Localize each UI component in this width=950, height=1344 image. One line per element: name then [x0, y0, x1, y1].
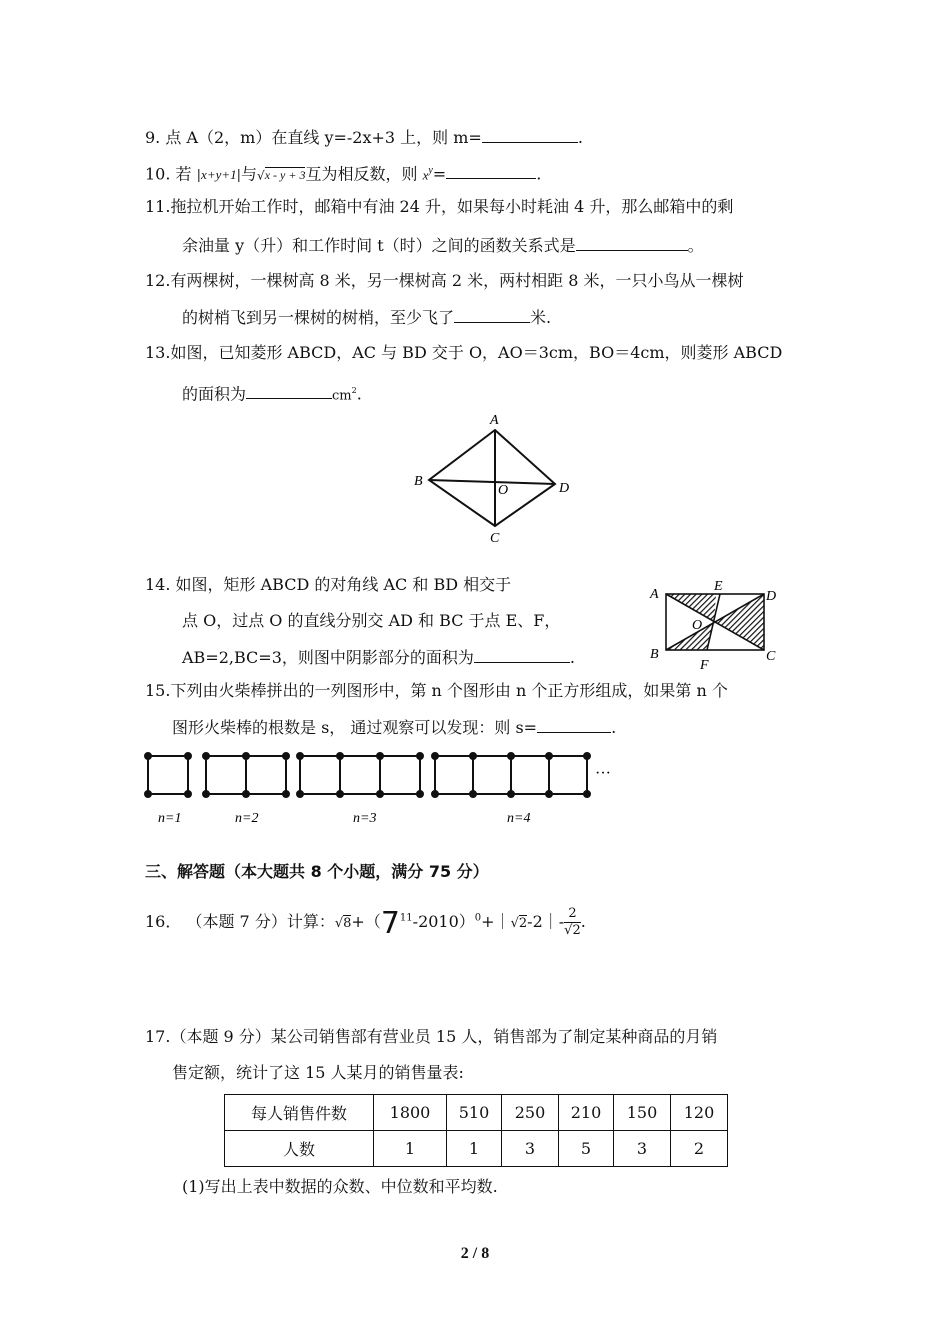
table-row [225, 1131, 728, 1167]
q16-frac-den-wrap: √2 [564, 923, 581, 938]
rect-label-e: E [714, 579, 723, 594]
q10-number: 10. [145, 164, 171, 184]
table-cell: 150 [614, 1095, 671, 1131]
q12-answer-blank[interactable] [454, 306, 530, 323]
matchstick-label-n3: n=3 [353, 811, 377, 826]
q16-fraction [564, 906, 581, 939]
q10-sqrt-expr: √x - y + 3 [257, 168, 306, 183]
q16-text: （本题 7 分）计算： [186, 912, 335, 931]
question-14-line3 [182, 646, 575, 669]
matchstick-joint [377, 753, 383, 759]
q10-power-exp: y [428, 165, 433, 176]
q14-end: . [569, 648, 575, 667]
rhombus-label-d: D [559, 481, 570, 496]
q14-line3-text: AB=2,BC=3，则图中阴影部分的面积为 [182, 648, 474, 667]
q16-plus1: +（ [351, 912, 381, 931]
q16-end: . [580, 912, 586, 931]
matchstick-joint [470, 791, 476, 797]
rect-label-c: C [766, 649, 776, 664]
matchstick-joint [337, 791, 343, 797]
rect-label-f: F [700, 658, 709, 673]
q16-minus2010: -2010） [412, 912, 475, 931]
q16-zero-exp: 0 [474, 912, 482, 924]
question-11-line2 [182, 234, 704, 257]
table-cell: 3 [502, 1131, 559, 1167]
question-15-line1: 15.下列由火柴棒拼出的一列图形中，第 n 个图形由 n 个正方形组成，如果第 n 个 [145, 681, 728, 700]
question-17-line2: 售定额，统计了这 15 人某月的销售量表: [172, 1063, 464, 1082]
question-15-line2 [172, 716, 616, 739]
table-cell: 3 [614, 1131, 671, 1167]
q10-sqrt-text: x - y + 3 [264, 168, 306, 183]
q16-minus2: -2｜- [527, 912, 565, 931]
question-9 [145, 126, 583, 149]
q10-answer-blank[interactable] [446, 162, 536, 179]
q16-sqrt8-text: 8 [343, 916, 352, 931]
matchstick-joint [508, 753, 514, 759]
matchstick-joint [185, 791, 191, 797]
section-3-heading: 三、解答题（本大题共 8 个小题，满分 75 分） [145, 862, 489, 881]
question-17-line1: 17.（本题 9 分）某公司销售部有营业员 15 人，销售部为了制定某种商品的月销 [145, 1027, 718, 1046]
q13-unit-exp: 2 [351, 386, 357, 395]
matchstick-joint [584, 791, 590, 797]
matchstick-label-n2: n=2 [235, 811, 259, 826]
q10-mid: 与 [241, 164, 258, 184]
table-cell: 5 [559, 1131, 614, 1167]
q12-line2-text: 的树梢飞到另一棵树的树梢，至少飞了 [182, 308, 455, 327]
question-12-line2 [182, 306, 551, 329]
matchstick-label-n4: n=4 [507, 811, 531, 826]
q15-line2-text: 图形火柴棒的根数是 s， 通过观察可以发现：则 s= [172, 718, 538, 737]
question-14-line1: 14. 如图，矩形 ABCD 的对角线 AC 和 BD 相交于 [145, 575, 512, 594]
q10-eq: = [432, 164, 447, 184]
q16-number: 16． [145, 912, 182, 931]
table-cell: 210 [559, 1095, 614, 1131]
rhombus-figure [405, 410, 585, 550]
q14-answer-blank[interactable] [474, 646, 570, 663]
question-11-line1: 11.拖拉机开始工作时，邮箱中有油 24 升，如果每小时耗油 4 升，那么邮箱中的剩 [145, 197, 734, 216]
rectangle-figure [640, 576, 790, 676]
q11-answer-blank[interactable] [576, 234, 688, 251]
matchstick-joint [203, 791, 209, 797]
matchstick-joint [417, 753, 423, 759]
q10-abs-text: x+y+1 [201, 167, 237, 183]
q10-pre: 若 [175, 164, 192, 184]
matchstick-joint [185, 753, 191, 759]
question-13-line1: 13.如图，已知菱形 ABCD，AC 与 BD 交于 O，AO＝3cm，BO＝4cm，则菱形 ABCD [145, 343, 783, 362]
question-13-line2 [182, 380, 362, 407]
matchstick-joint [203, 753, 209, 759]
q11-end: 。 [687, 236, 704, 255]
q16-sqrt2: √2 [510, 916, 528, 931]
q10-abs-expr: |x+y+1| [196, 167, 242, 184]
matchstick-joint [432, 753, 438, 759]
shaded-triangle-ocd [714, 594, 764, 650]
rhombus-diagonal-bd [429, 480, 555, 484]
q10-end: . [536, 164, 542, 184]
matchstick-figure [140, 748, 620, 830]
rhombus-outline [429, 430, 555, 526]
table-cell: 510 [447, 1095, 502, 1131]
rhombus-label-a: A [490, 413, 499, 428]
q16-frac-num: 2 [564, 906, 581, 923]
matchstick-joint [297, 791, 303, 797]
matchstick-joint [377, 791, 383, 797]
q10-post: 互为相反数，则 [305, 164, 418, 184]
q13-unit: cm [332, 388, 352, 404]
q15-answer-blank[interactable] [537, 716, 611, 733]
table-header-cell: 每人销售件数 [225, 1095, 374, 1131]
question-17-part-1: (1)写出上表中数据的众数、中位数和平均数. [182, 1177, 498, 1196]
rhombus-label-c: C [490, 531, 500, 546]
question-10 [145, 160, 541, 187]
q15-end: . [611, 718, 617, 737]
matchstick-joint [283, 753, 289, 759]
question-12-line1: 12.有两棵树，一棵树高 8 米，另一棵树高 2 米，两村相距 8 米，一只小鸟从一棵树 [145, 271, 744, 290]
rect-label-d: D [766, 589, 777, 604]
page-number: 2 / 8 [460, 1245, 490, 1262]
table-cell: 120 [671, 1095, 728, 1131]
question-16 [145, 906, 586, 939]
q16-seven-exp: 11 [399, 912, 413, 924]
sales-table [224, 1094, 728, 1167]
q13-end: . [356, 384, 362, 404]
table-cell: 2 [671, 1131, 728, 1167]
q13-line2-text: 的面积为 [182, 384, 247, 404]
question-14-line2: 点 O，过点 O 的直线分别交 AD 和 BC 于点 E、F， [182, 611, 561, 630]
table-header-cell: 人数 [225, 1131, 374, 1167]
rect-label-a: A [650, 587, 659, 602]
q16-sqrt2-text: 2 [518, 916, 528, 931]
rect-label-o: O [692, 618, 703, 633]
matchstick-joint [145, 753, 151, 759]
table-cell: 250 [502, 1095, 559, 1131]
q9-text: 点 A（2，m）在直线 y=-2x+3 上，则 m= [165, 128, 482, 147]
q9-number: 9. [145, 128, 161, 147]
matchstick-joint [417, 791, 423, 797]
matchstick-joint [283, 791, 289, 797]
matchstick-joint [584, 753, 590, 759]
q11-line2-text: 余油量 y（升）和工作时间 t（时）之间的函数关系式是 [182, 236, 576, 255]
q9-answer-blank[interactable] [482, 126, 578, 143]
table-cell: 1800 [374, 1095, 447, 1131]
rhombus-label-b: B [414, 474, 423, 489]
table-row [225, 1095, 728, 1131]
matchstick-joint [337, 753, 343, 759]
matchstick-joint [243, 791, 249, 797]
q10-power-base: x [422, 167, 429, 183]
matchstick-label-n1: n=1 [158, 811, 182, 826]
q13-answer-blank[interactable] [246, 382, 332, 399]
q16-plus2: +｜ [481, 912, 511, 931]
table-cell: 1 [374, 1131, 447, 1167]
q16-frac-den: 2 [572, 923, 581, 938]
q12-end: 米. [530, 308, 552, 327]
matchstick-joint [432, 791, 438, 797]
matchstick-joint [470, 753, 476, 759]
matchstick-joint [508, 791, 514, 797]
table-cell: 1 [447, 1131, 502, 1167]
matchstick-joint [297, 753, 303, 759]
matchstick-joint [145, 791, 151, 797]
matchstick-joint [243, 753, 249, 759]
matchstick-ellipsis: ··· [595, 765, 611, 782]
matchstick-joint [546, 791, 552, 797]
rect-label-b: B [650, 647, 659, 662]
q16-sqrt8: √8 [334, 916, 352, 931]
rhombus-label-o: O [498, 483, 509, 498]
q9-end: . [577, 128, 583, 147]
q16-seven: 7 [380, 906, 400, 941]
matchstick-joint [546, 753, 552, 759]
